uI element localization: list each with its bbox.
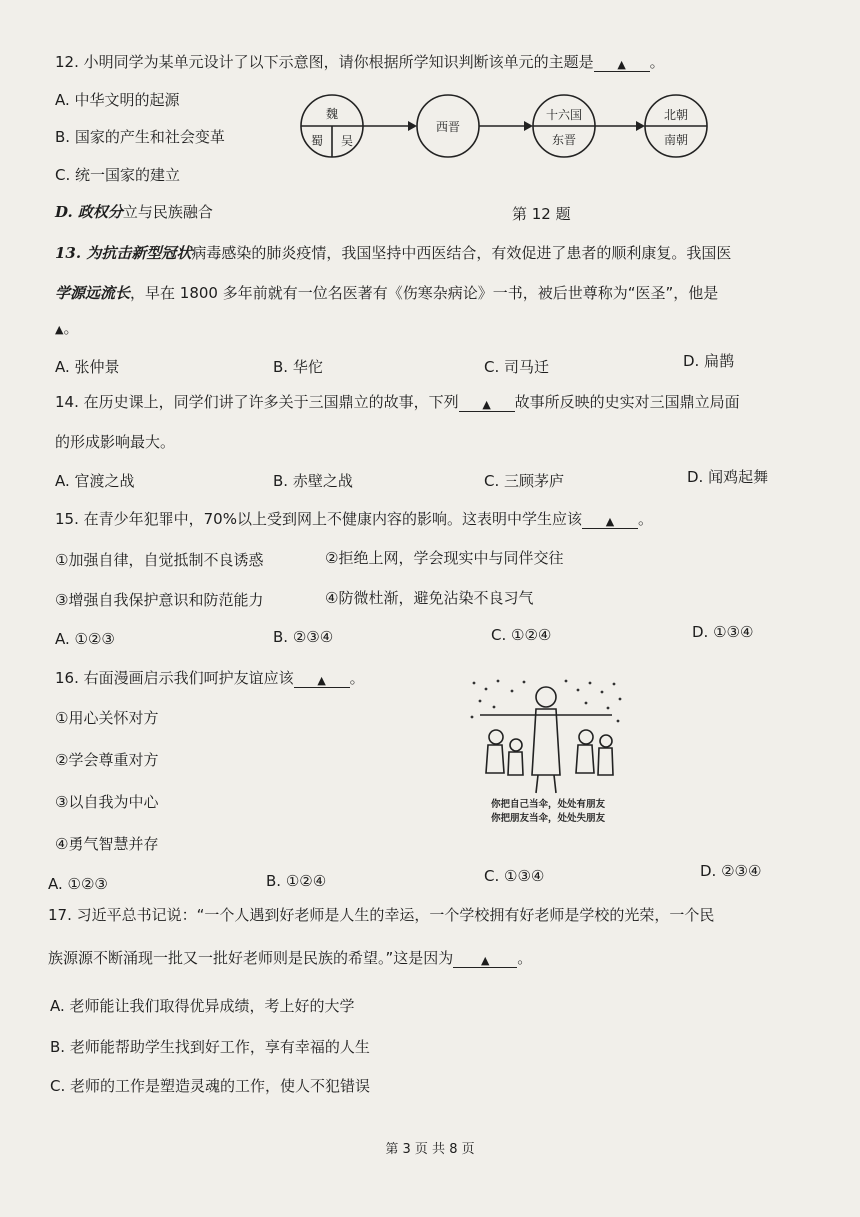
q15-item-2: ②拒绝上网，学会现实中与同伴交往 [325,549,564,567]
q15-option-d: D. ①③④ [692,623,754,641]
q14-option-a: A. 官渡之战 [55,472,135,490]
q15-option-b: B. ②③④ [273,628,334,646]
dynasty-flow-diagram [294,88,714,188]
answer-blank: ▲ [453,949,517,968]
q15-item-3: ③增强自我保护意识和防范能力 [55,591,264,609]
q15-stem: 15. 在青少年犯罪中，70%以上受到网上不健康内容的影响。这表明中学生应该 ▲ 。 [55,510,653,528]
friendship-umbrella-cartoon [466,675,626,827]
cartoon-caption-2: 你把朋友当伞，处处失朋友 [490,813,606,824]
q16-option-a: A. ①②③ [48,875,108,893]
q17-option-b: B. 老师能帮助学生找到好工作，享有幸福的人生 [50,1038,370,1056]
q16-stem: 16. 右面漫画启示我们呵护友谊应该 ▲ 。 [55,669,365,687]
child-left-head [489,730,503,744]
answer-blank: ▲ [459,393,515,412]
man-head [536,687,556,707]
label-sixteen-kingdoms: 十六国 [545,108,583,122]
q12-option-c: C. 统一国家的建立 [55,166,181,184]
q17-line1: 17. 习近平总书记说：“一个人遇到好老师是人生的幸运，一个学校拥有好老师是学校的光荣，一个民 [48,906,715,924]
q13-option-b: B. 华佗 [273,358,323,376]
q15-option-c: C. ①②④ [491,626,552,644]
q12-option-d: D. 政权分立与民族融合 [55,203,213,221]
label-shu: 蜀 [310,134,324,148]
q14-option-b: B. 赤壁之战 [273,472,353,490]
answer-blank: ▲ [594,53,650,72]
q16-option-d: D. ②③④ [700,862,762,880]
q17-option-c: C. 老师的工作是塑造灵魂的工作，使人不犯错误 [50,1077,371,1095]
q15-item-1: ①加强自律，自觉抵制不良诱惑 [55,551,264,569]
q16-option-b: B. ①②④ [266,872,327,890]
q15-item-4: ④防微杜渐，避免沾染不良习气 [325,589,534,607]
q17-line2: 族源源不断涌现一批又一批好老师则是民族的希望。”这是因为 ▲ 。 [48,949,533,967]
answer-mark: ▲ [55,323,64,336]
label-southern-dynasties: 南朝 [663,133,689,147]
answer-blank: ▲ [294,669,350,688]
q13-option-c: C. 司马迁 [484,358,550,376]
q16-option-c: C. ①③④ [484,867,545,885]
q12-caption: 第 12 题 [512,205,571,223]
child-right-head [579,730,593,744]
q13-option-d: D. 扁鹊 [683,352,735,370]
cartoon-caption-1: 你把自己当伞，处处有朋友 [490,799,606,810]
q17-option-a: A. 老师能让我们取得优异成绩，考上好的大学 [50,997,355,1015]
q16-item-1: ①用心关怀对方 [55,709,159,727]
q13-line1: 13. 为抗击新型冠状病毒感染的肺炎疫情，我国坚持中西医结合，有效促进了患者的顺利康复。我国医 [55,244,732,262]
answer-blank: ▲ [582,510,638,529]
label-eastern-jin: 东晋 [551,133,577,147]
q13-line3: ▲。 [55,319,79,337]
label-wu: 吴 [340,134,354,148]
q12-option-a: A. 中华文明的起源 [55,91,180,109]
page-footer: 第 3 页 共 8 页 [385,1142,475,1157]
label-western-jin: 西晋 [435,120,461,134]
q14-option-d: D. 闻鸡起舞 [687,468,769,486]
q13-line2: 学源远流长，早在 1800 多年前就有一位名医著有《伤寒杂病论》一书，被后世尊称为“医圣”，他是 [55,284,719,302]
q16-item-2: ②学会尊重对方 [55,751,159,769]
label-northern-dynasties: 北朝 [663,108,689,122]
man-body [532,709,560,775]
q14-stem: 14. 在历史课上，同学们讲了许多关于三国鼎立的故事，下列 ▲ 故事所反映的史实对三国鼎立局面 [55,393,740,411]
q16-item-3: ③以自我为中心 [55,793,159,811]
q14-option-c: C. 三顾茅庐 [484,472,565,490]
label-wei: 魏 [325,107,339,121]
q13-option-a: A. 张仲景 [55,358,120,376]
q16-item-4: ④勇气智慧并存 [55,835,159,853]
q12-stem: 12. 小明同学为某单元设计了以下示意图，请你根据所学知识判断该单元的主题是 ▲ 。 [55,53,665,71]
q12-option-b: B. 国家的产生和社会变革 [55,128,225,146]
q15-option-a: A. ①②③ [55,630,115,648]
q14-stem-line2: 的形成影响最大。 [55,433,176,451]
